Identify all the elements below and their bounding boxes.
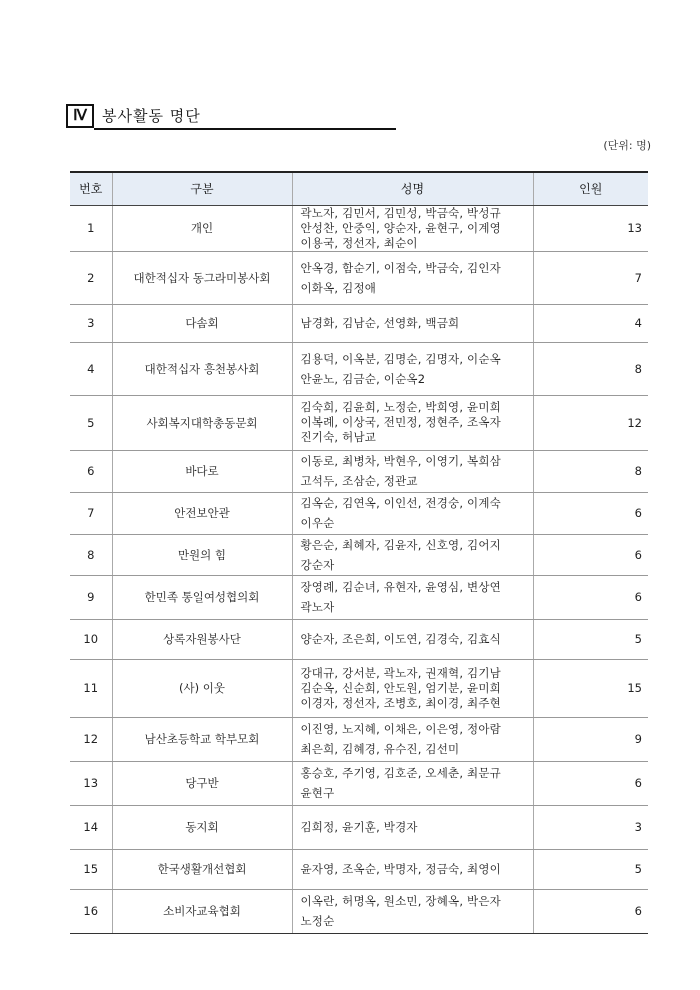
table-row xyxy=(70,717,648,761)
row-number: 15 xyxy=(70,849,112,889)
table-row xyxy=(70,761,648,805)
row-names xyxy=(292,450,533,492)
table-row xyxy=(70,342,648,395)
row-number: 16 xyxy=(70,889,112,933)
names-line: 안성찬, 안중익, 양순자, 윤현구, 이계영 xyxy=(300,220,501,235)
names-line: 이복례, 이상국, 전민정, 정현주, 조옥자 xyxy=(300,415,501,429)
row-number: 13 xyxy=(70,761,112,805)
row-group: 한민족 통일여성협의회 xyxy=(112,575,292,619)
row-count: 15 xyxy=(533,659,648,717)
row-count: 6 xyxy=(533,889,648,933)
table-row xyxy=(70,619,648,659)
table-row xyxy=(70,805,648,849)
table-row xyxy=(70,205,648,251)
row-names xyxy=(292,659,533,717)
row-count: 4 xyxy=(533,304,648,342)
names-line: 진기숙, 허남교 xyxy=(300,430,377,444)
row-count: 13 xyxy=(533,205,648,251)
table-row xyxy=(70,304,648,342)
names-line: 안옥경, 함순기, 이점숙, 박금숙, 김인자 xyxy=(300,260,501,275)
names-line: 이동로, 최병차, 박현우, 이영기, 복희삼 xyxy=(300,454,501,468)
names-line: 홍승호, 주기영, 김호준, 오세춘, 최문규 xyxy=(300,766,501,780)
row-names xyxy=(292,575,533,619)
row-names xyxy=(292,205,533,251)
header-number: 번호 xyxy=(70,172,112,205)
row-count: 8 xyxy=(533,450,648,492)
table-row xyxy=(70,395,648,450)
names-line: 김숙희, 김윤희, 노정순, 박희영, 윤미희 xyxy=(300,400,501,414)
row-group: 다솜회 xyxy=(112,304,292,342)
title-underline xyxy=(94,128,396,130)
row-count: 5 xyxy=(533,619,648,659)
table-row xyxy=(70,492,648,534)
row-number: 14 xyxy=(70,805,112,849)
names-line: 최은희, 김혜경, 유수진, 김선미 xyxy=(300,742,460,756)
row-count: 12 xyxy=(533,395,648,450)
row-number: 9 xyxy=(70,575,112,619)
table-row xyxy=(70,534,648,575)
row-number: 5 xyxy=(70,395,112,450)
row-names xyxy=(292,849,533,889)
names-line: 김순옥, 신순희, 안도원, 엄기분, 윤미희 xyxy=(300,680,501,695)
unit-label: (단위: 명) xyxy=(603,139,651,152)
row-group: 당구반 xyxy=(112,761,292,805)
table-row xyxy=(70,659,648,717)
row-number: 6 xyxy=(70,450,112,492)
row-names xyxy=(292,492,533,534)
names-line: 남경화, 김남순, 선영화, 백금희 xyxy=(300,316,460,330)
row-number: 8 xyxy=(70,534,112,575)
names-line: 노정순 xyxy=(300,914,335,928)
row-number: 11 xyxy=(70,659,112,717)
row-count: 9 xyxy=(533,717,648,761)
row-group: 한국생활개선협회 xyxy=(112,849,292,889)
names-line: 이경자, 정선자, 조병호, 최이경, 최주현 xyxy=(300,695,501,710)
row-names xyxy=(292,534,533,575)
row-count: 6 xyxy=(533,761,648,805)
names-line: 장영례, 김순녀, 유현자, 윤영심, 변상연 xyxy=(300,580,501,594)
row-names xyxy=(292,761,533,805)
names-line: 안윤노, 김금순, 이순옥2 xyxy=(300,371,426,386)
names-line: 이화옥, 김정애 xyxy=(300,280,377,295)
row-names xyxy=(292,342,533,395)
table-row xyxy=(70,849,648,889)
row-group: 안전보안관 xyxy=(112,492,292,534)
row-names xyxy=(292,889,533,933)
names-line: 이우순 xyxy=(300,516,335,530)
table-header-row xyxy=(70,172,648,205)
row-number: 2 xyxy=(70,251,112,304)
header-count: 인원 xyxy=(533,172,648,205)
row-group: 개인 xyxy=(112,205,292,251)
row-group: (사) 이웃 xyxy=(112,659,292,717)
row-number: 4 xyxy=(70,342,112,395)
row-count: 6 xyxy=(533,575,648,619)
names-line: 김옥순, 김연옥, 이인선, 전경숭, 이계숙 xyxy=(300,496,501,510)
row-group: 사회복지대학총동문회 xyxy=(112,395,292,450)
row-number: 1 xyxy=(70,205,112,251)
row-group: 대한적십자 흥천봉사회 xyxy=(112,342,292,395)
names-line: 이용국, 정선자, 최순이 xyxy=(300,235,418,250)
row-count: 3 xyxy=(533,805,648,849)
row-names xyxy=(292,805,533,849)
row-group: 동지회 xyxy=(112,805,292,849)
row-group: 소비자교육협회 xyxy=(112,889,292,933)
row-number: 3 xyxy=(70,304,112,342)
names-line: 황은순, 최혜자, 김윤자, 신호영, 김어지 xyxy=(300,537,501,552)
row-group: 상록자원봉사단 xyxy=(112,619,292,659)
names-line: 강대규, 강서분, 곽노자, 권재혁, 김기남 xyxy=(300,665,501,680)
names-line: 양순자, 조은희, 이도연, 김경숙, 김효식 xyxy=(300,632,501,646)
row-group: 남산초등학교 학부모회 xyxy=(112,717,292,761)
row-count: 6 xyxy=(533,492,648,534)
section-number: Ⅳ xyxy=(66,104,94,128)
row-group: 만원의 힘 xyxy=(112,534,292,575)
row-names xyxy=(292,251,533,304)
names-line: 김희정, 윤기훈, 박경자 xyxy=(300,820,418,834)
names-line: 고석두, 조삼순, 정관교 xyxy=(300,474,418,488)
row-count: 6 xyxy=(533,534,648,575)
volunteer-table xyxy=(70,171,648,934)
names-line: 곽노자 xyxy=(300,600,335,614)
row-names xyxy=(292,395,533,450)
section-title: 봉사활동 명단 xyxy=(102,107,201,125)
names-line: 이옥란, 허명옥, 원소민, 장혜옥, 박은자 xyxy=(300,894,501,908)
table-body xyxy=(70,205,648,933)
names-line: 윤자영, 조옥순, 박명자, 정금숙, 최영이 xyxy=(300,862,501,876)
row-number: 12 xyxy=(70,717,112,761)
names-line: 이진영, 노지혜, 이채은, 이은영, 정아람 xyxy=(300,722,501,736)
names-line: 윤현구 xyxy=(300,786,335,800)
row-group: 바다로 xyxy=(112,450,292,492)
names-line: 곽노자, 김민서, 김민성, 박금숙, 박성규 xyxy=(300,205,501,220)
row-number: 7 xyxy=(70,492,112,534)
table-row xyxy=(70,575,648,619)
row-count: 7 xyxy=(533,251,648,304)
row-names xyxy=(292,619,533,659)
names-line: 강순자 xyxy=(300,557,335,572)
names-line: 김용덕, 이옥분, 김명순, 김명자, 이순옥 xyxy=(300,351,501,366)
table-row xyxy=(70,889,648,933)
table-row xyxy=(70,251,648,304)
row-number: 10 xyxy=(70,619,112,659)
table-row xyxy=(70,450,648,492)
section-heading xyxy=(66,104,396,130)
row-group: 대한적십자 동그라미봉사회 xyxy=(112,251,292,304)
row-names xyxy=(292,717,533,761)
row-names xyxy=(292,304,533,342)
header-names: 성명 xyxy=(292,172,533,205)
header-group: 구분 xyxy=(112,172,292,205)
row-count: 5 xyxy=(533,849,648,889)
row-count: 8 xyxy=(533,342,648,395)
